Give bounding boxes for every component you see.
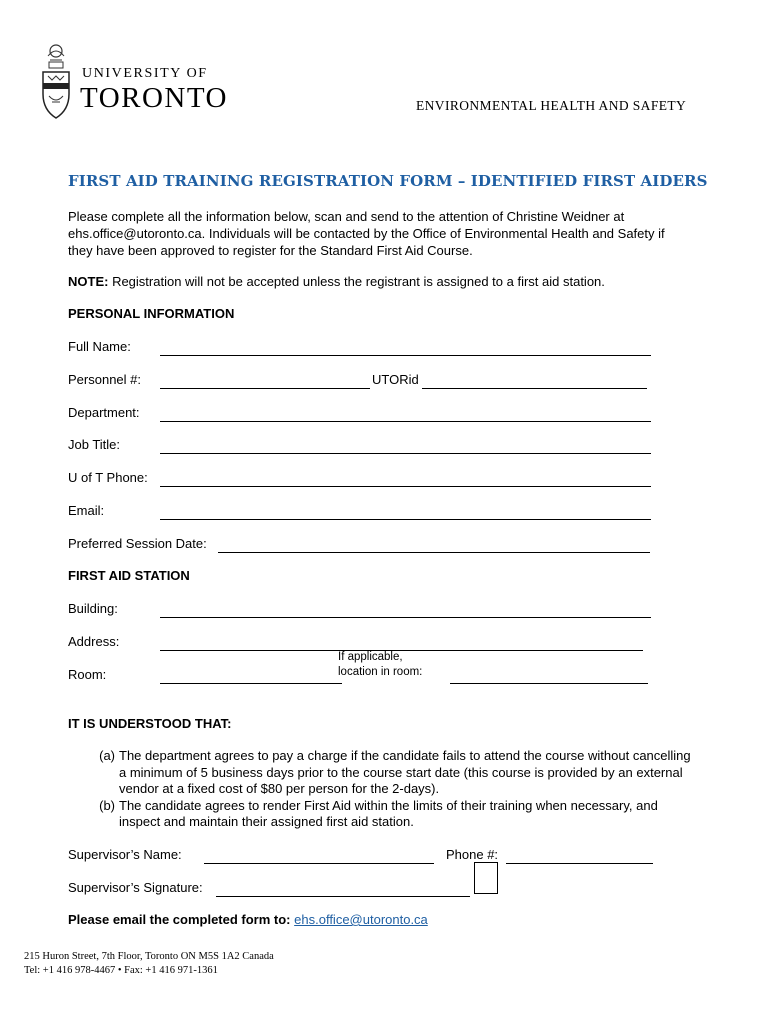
job-title-label: Job Title:: [68, 437, 121, 452]
email-instruction: [68, 912, 428, 927]
address-label: Address:: [68, 634, 120, 649]
list-item-text: The department agrees to pay a charge if the candidate fails to attend the course without cancelling a minimum of 5 business days prior to the course start date (this course is provided by an external vendor at a fixed cost of $80 per person for the 2-days).: [119, 748, 691, 796]
toronto-text: TORONTO: [80, 82, 228, 114]
location-in-room-text: location in room:: [338, 666, 423, 678]
phone-field[interactable]: [160, 472, 651, 487]
supervisor-signature-label: Supervisor’s Signature:: [68, 880, 203, 895]
email-field[interactable]: [160, 505, 651, 520]
list-item: [68, 748, 708, 798]
supervisor-signature-field[interactable]: [216, 882, 470, 897]
footer: [24, 950, 274, 978]
email-label: Email:: [68, 503, 105, 518]
intro-paragraph: Please complete all the information below, scan and send to the attention of Christine Weidner at ehs.office@utoronto.ca. Individuals will be contacted by the Office of Environmental Health and Safety if they have been approved to register for the Standard First Aid Course.: [68, 209, 665, 258]
list-marker: (a): [99, 748, 115, 763]
form-title: FIRST AID TRAINING REGISTRATION FORM – IDENTIFIED FIRST AIDERS: [68, 172, 708, 190]
email-instruction-label: Please email the completed form to:: [68, 912, 291, 927]
building-label: Building:: [68, 601, 118, 616]
full-name-field[interactable]: [160, 341, 651, 356]
list-item: [68, 798, 708, 831]
room-label: Room:: [68, 667, 107, 682]
list-item-text: The candidate agrees to render First Aid within the limits of their training when necessary, and inspect and maintain their assigned first aid station.: [119, 797, 658, 829]
first-aid-station-heading: FIRST AID STATION: [68, 568, 190, 583]
footer-address: 215 Huron Street, 7th Floor, Toronto ON M5S 1A2 Canada: [24, 951, 274, 962]
personal-info-heading: PERSONAL INFORMATION: [68, 306, 235, 321]
location-in-room-field[interactable]: [450, 669, 648, 684]
room-field[interactable]: [160, 669, 342, 684]
session-date-label: Preferred Session Date:: [68, 536, 207, 551]
session-date-field[interactable]: [218, 538, 650, 553]
personnel-number-label: Personnel #:: [68, 372, 141, 387]
supervisor-phone-field[interactable]: [506, 849, 653, 864]
utorid-label: UTORid: [372, 372, 419, 387]
if-applicable-text: If applicable,: [338, 651, 403, 663]
footer-contact: Tel: +1 416 978-4467 • Fax: +1 416 971-1361: [24, 965, 218, 976]
job-title-field[interactable]: [160, 439, 651, 454]
supervisor-name-field[interactable]: [204, 849, 434, 864]
supervisor-phone-label: Phone #:: [446, 847, 499, 862]
building-field[interactable]: [160, 603, 651, 618]
full-name-label: Full Name:: [68, 339, 131, 354]
personnel-number-field[interactable]: [160, 374, 370, 389]
location-in-room-label: [338, 650, 422, 680]
understood-list: [68, 748, 708, 831]
supervisor-name-label: Supervisor’s Name:: [68, 847, 182, 862]
note-text: Registration will not be accepted unless the registrant is assigned to a first aid station.: [108, 274, 605, 289]
university-of-text: UNIVERSITY OF: [82, 66, 208, 81]
address-field[interactable]: [160, 636, 643, 651]
department-label: Department:: [68, 405, 140, 420]
university-crest-icon: [38, 42, 74, 124]
department-field[interactable]: [160, 407, 651, 422]
signature-box[interactable]: [474, 862, 498, 894]
phone-label: U of T Phone:: [68, 470, 148, 485]
list-marker: (b): [99, 797, 115, 813]
department-header: ENVIRONMENTAL HEALTH AND SAFETY: [416, 98, 687, 113]
utorid-field[interactable]: [422, 374, 647, 389]
understood-heading: IT IS UNDERSTOOD THAT:: [68, 716, 232, 731]
ehs-email-link[interactable]: ehs.office@utoronto.ca: [294, 912, 428, 927]
note-paragraph: [68, 274, 605, 289]
note-label: NOTE:: [68, 274, 109, 289]
